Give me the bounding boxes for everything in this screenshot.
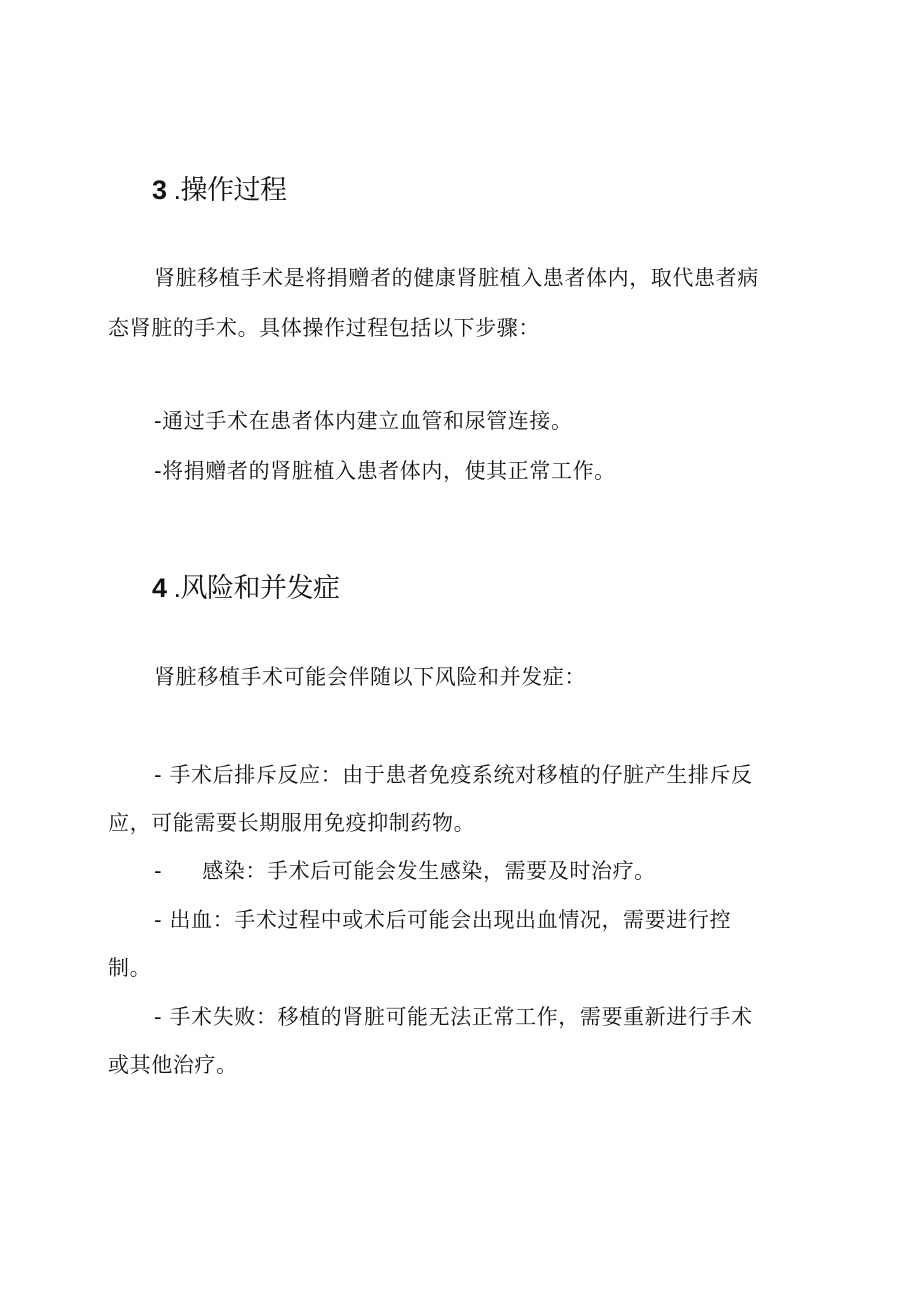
section-4-number: 4 bbox=[152, 573, 167, 603]
section-3-step-2: -将捐赠者的肾脏植入患者体内，使其正常工作。 bbox=[154, 459, 616, 483]
risk-1-line-2: 应，可能需要长期服用免疫抑制药物。 bbox=[108, 811, 476, 835]
section-3-intro-line-1: 肾脏移植手术是将捐赠者的健康肾脏植入患者体内，取代患者病 bbox=[154, 266, 759, 290]
risk-4-line-1: - 手术失败：移植的肾脏可能无法正常工作，需要重新进行手术 bbox=[154, 1005, 753, 1029]
section-4-title: .风险和并发症 bbox=[173, 573, 340, 603]
section-4-heading bbox=[152, 566, 340, 605]
risk-2-text: 感染：手术后可能会发生感染，需要及时治疗。 bbox=[202, 859, 656, 883]
risk-3-line-1: - 出血：手术过程中或术后可能会出现出血情况，需要进行控 bbox=[154, 908, 732, 932]
section-3-heading bbox=[152, 168, 287, 207]
risk-4-line-2: 或其他治疗。 bbox=[108, 1053, 238, 1077]
risk-2-dash: - bbox=[154, 859, 163, 883]
risk-3-line-2: 制。 bbox=[108, 956, 152, 980]
section-4-intro: 肾脏移植手术可能会伴随以下风险和并发症： bbox=[154, 665, 586, 689]
risk-2-line bbox=[154, 861, 656, 882]
risk-1-line-1: - 手术后排斥反应：由于患者免疫系统对移植的仔脏产生排斥反 bbox=[154, 763, 753, 787]
section-3-step-1: -通过手术在患者体内建立血管和尿管连接。 bbox=[154, 409, 573, 433]
section-3-intro-line-2: 态肾脏的手术。具体操作过程包括以下步骤： bbox=[108, 316, 540, 340]
section-3-title: .操作过程 bbox=[173, 175, 287, 205]
section-3-number: 3 bbox=[152, 175, 167, 205]
